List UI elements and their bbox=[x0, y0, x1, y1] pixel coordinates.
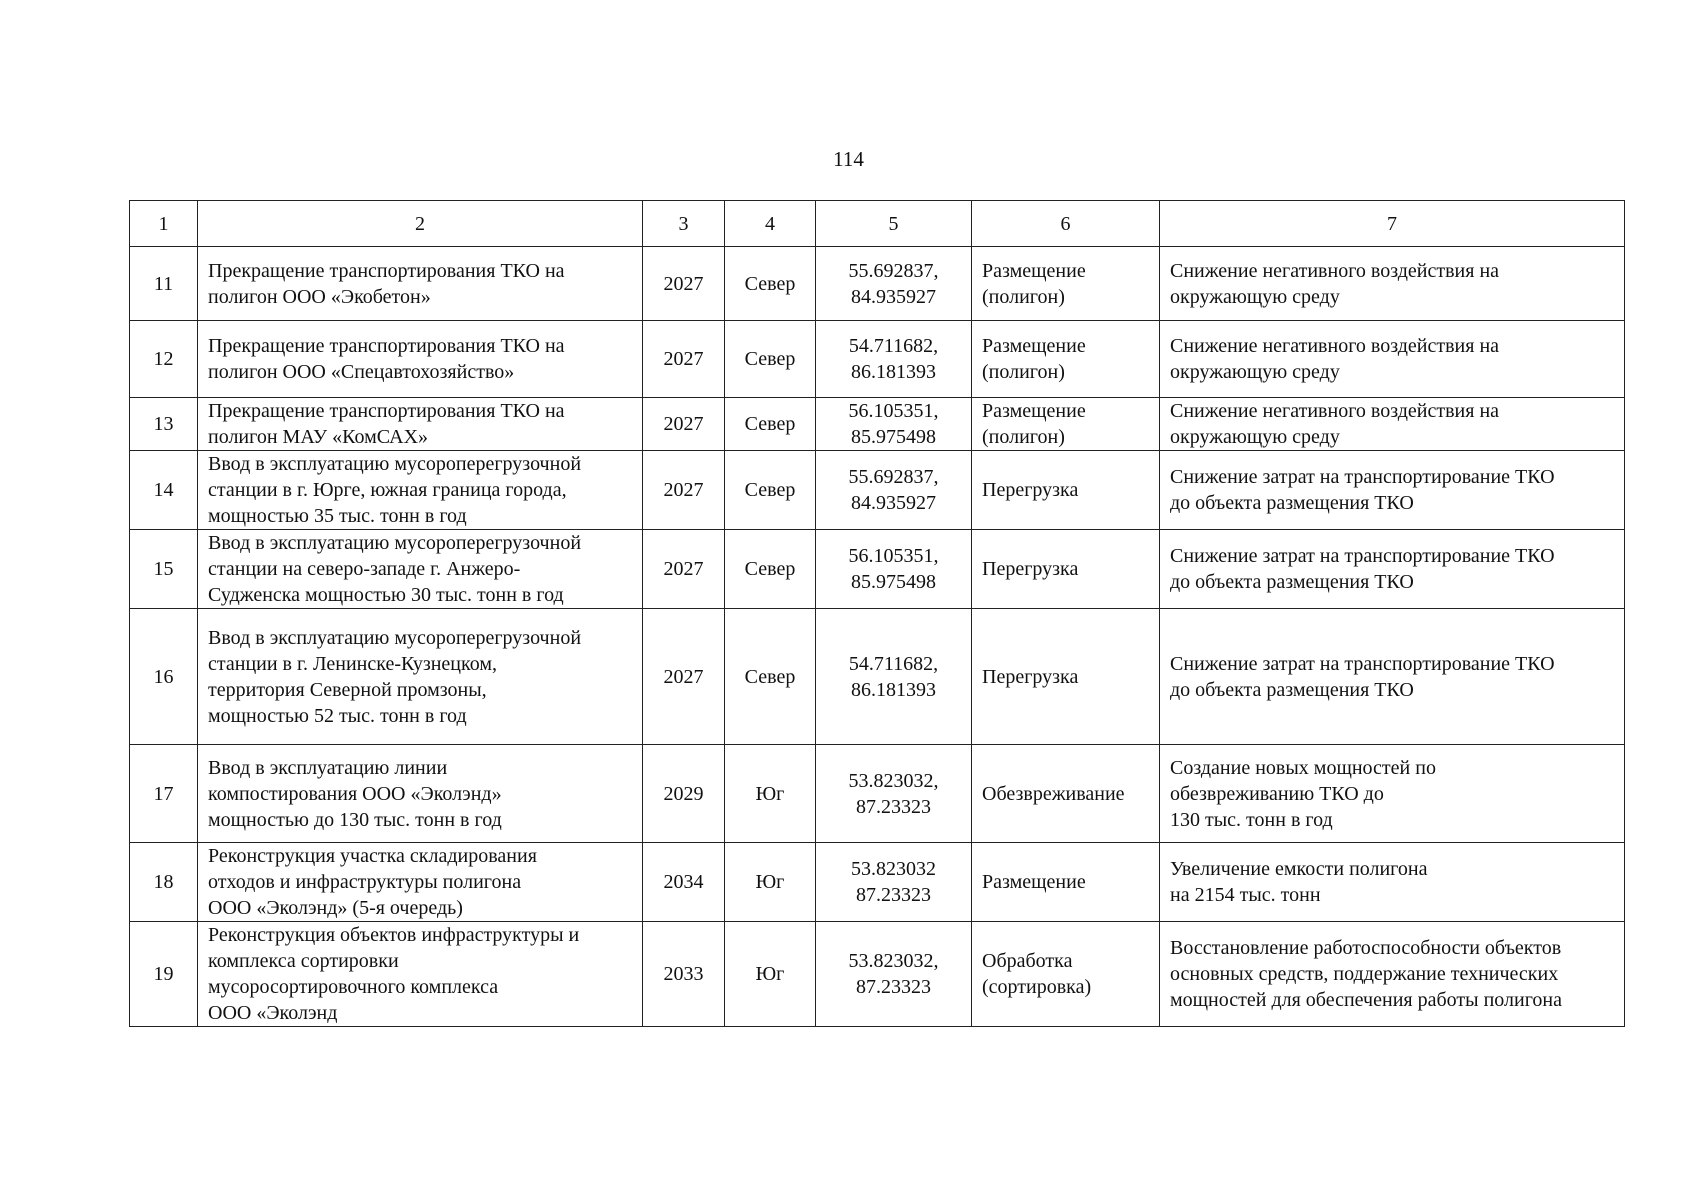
zone-cell: Север bbox=[725, 247, 816, 321]
year-cell: 2027 bbox=[643, 321, 725, 398]
event-name: Реконструкция участка складирования отходов и инфраструктуры полигона ООО «Эколэнд» (5-я очередь) bbox=[198, 843, 643, 922]
zone-cell: Север bbox=[725, 451, 816, 530]
header-row bbox=[130, 201, 1625, 247]
event-name: Прекращение транспортирования ТКО на полигон МАУ «КомСАХ» bbox=[198, 398, 643, 451]
coordinates-cell: 55.692837, 84.935927 bbox=[816, 247, 972, 321]
object-type-cell: Обезвреживание bbox=[972, 745, 1160, 843]
coordinates-cell: 56.105351, 85.975498 bbox=[816, 398, 972, 451]
coordinates-cell: 56.105351, 85.975498 bbox=[816, 530, 972, 609]
column-header: 7 bbox=[1160, 201, 1625, 247]
row-number: 18 bbox=[130, 843, 198, 922]
zone-cell: Север bbox=[725, 398, 816, 451]
column-header: 5 bbox=[816, 201, 972, 247]
table-row bbox=[130, 843, 1625, 922]
row-number: 13 bbox=[130, 398, 198, 451]
table-row bbox=[130, 745, 1625, 843]
effect-cell: Снижение негативного воздействия на окружающую среду bbox=[1160, 398, 1625, 451]
column-header: 1 bbox=[130, 201, 198, 247]
coordinates-cell: 55.692837, 84.935927 bbox=[816, 451, 972, 530]
event-name: Реконструкция объектов инфраструктуры и комплекса сортировки мусоросортировочного комплекса ООО «Эколэнд bbox=[198, 922, 643, 1027]
table-row bbox=[130, 530, 1625, 609]
effect-cell: Снижение затрат на транспортирование ТКО до объекта размещения ТКО bbox=[1160, 451, 1625, 530]
object-type-cell: Перегрузка bbox=[972, 530, 1160, 609]
zone-cell: Юг bbox=[725, 922, 816, 1027]
column-header: 4 bbox=[725, 201, 816, 247]
year-cell: 2027 bbox=[643, 398, 725, 451]
effect-cell: Снижение затрат на транспортирование ТКО до объекта размещения ТКО bbox=[1160, 530, 1625, 609]
year-cell: 2027 bbox=[643, 609, 725, 745]
row-number: 11 bbox=[130, 247, 198, 321]
page-number: 114 bbox=[833, 147, 864, 171]
event-name: Ввод в эксплуатацию мусороперегрузочной станции в г. Ленинске-Кузнецком, территория Северной промзоны, мощностью 52 тыс. тонн в год bbox=[198, 609, 643, 745]
table-row bbox=[130, 398, 1625, 451]
year-cell: 2029 bbox=[643, 745, 725, 843]
table-row bbox=[130, 609, 1625, 745]
row-number: 15 bbox=[130, 530, 198, 609]
event-name: Прекращение транспортирования ТКО на полигон ООО «Спецавтохозяйство» bbox=[198, 321, 643, 398]
coordinates-cell: 54.711682, 86.181393 bbox=[816, 609, 972, 745]
table-row bbox=[130, 922, 1625, 1027]
row-number: 16 bbox=[130, 609, 198, 745]
object-type-cell: Размещение (полигон) bbox=[972, 247, 1160, 321]
row-number: 17 bbox=[130, 745, 198, 843]
year-cell: 2033 bbox=[643, 922, 725, 1027]
effect-cell: Снижение негативного воздействия на окружающую среду bbox=[1160, 247, 1625, 321]
effect-cell: Увеличение емкости полигона на 2154 тыс. тонн bbox=[1160, 843, 1625, 922]
effect-cell: Снижение затрат на транспортирование ТКО до объекта размещения ТКО bbox=[1160, 609, 1625, 745]
zone-cell: Юг bbox=[725, 745, 816, 843]
row-number: 12 bbox=[130, 321, 198, 398]
column-header: 2 bbox=[198, 201, 643, 247]
object-type-cell: Обработка (сортировка) bbox=[972, 922, 1160, 1027]
year-cell: 2027 bbox=[643, 451, 725, 530]
effect-cell: Снижение негативного воздействия на окружающую среду bbox=[1160, 321, 1625, 398]
table-row bbox=[130, 451, 1625, 530]
coordinates-cell: 53.823032 87.23323 bbox=[816, 843, 972, 922]
zone-cell: Север bbox=[725, 609, 816, 745]
object-type-cell: Размещение bbox=[972, 843, 1160, 922]
measures-table bbox=[129, 200, 1625, 1027]
zone-cell: Север bbox=[725, 321, 816, 398]
object-type-cell: Размещение (полигон) bbox=[972, 321, 1160, 398]
event-name: Ввод в эксплуатацию линии компостирования ООО «Эколэнд» мощностью до 130 тыс. тонн в год bbox=[198, 745, 643, 843]
object-type-cell: Размещение (полигон) bbox=[972, 398, 1160, 451]
table-row bbox=[130, 321, 1625, 398]
coordinates-cell: 53.823032, 87.23323 bbox=[816, 745, 972, 843]
zone-cell: Север bbox=[725, 530, 816, 609]
event-name: Прекращение транспортирования ТКО на полигон ООО «Экобетон» bbox=[198, 247, 643, 321]
row-number: 19 bbox=[130, 922, 198, 1027]
coordinates-cell: 54.711682, 86.181393 bbox=[816, 321, 972, 398]
column-header: 6 bbox=[972, 201, 1160, 247]
table-row bbox=[130, 247, 1625, 321]
event-name: Ввод в эксплуатацию мусороперегрузочной станции на северо-западе г. Анжеро- Судженска мощностью 30 тыс. тонн в год bbox=[198, 530, 643, 609]
year-cell: 2027 bbox=[643, 530, 725, 609]
year-cell: 2027 bbox=[643, 247, 725, 321]
zone-cell: Юг bbox=[725, 843, 816, 922]
row-number: 14 bbox=[130, 451, 198, 530]
coordinates-cell: 53.823032, 87.23323 bbox=[816, 922, 972, 1027]
effect-cell: Восстановление работоспособности объектов основных средств, поддержание технических мощностей для обеспечения работы полигона bbox=[1160, 922, 1625, 1027]
effect-cell: Создание новых мощностей по обезвреживанию ТКО до 130 тыс. тонн в год bbox=[1160, 745, 1625, 843]
object-type-cell: Перегрузка bbox=[972, 609, 1160, 745]
event-name: Ввод в эксплуатацию мусороперегрузочной станции в г. Юрге, южная граница города, мощностью 35 тыс. тонн в год bbox=[198, 451, 643, 530]
column-header: 3 bbox=[643, 201, 725, 247]
year-cell: 2034 bbox=[643, 843, 725, 922]
object-type-cell: Перегрузка bbox=[972, 451, 1160, 530]
